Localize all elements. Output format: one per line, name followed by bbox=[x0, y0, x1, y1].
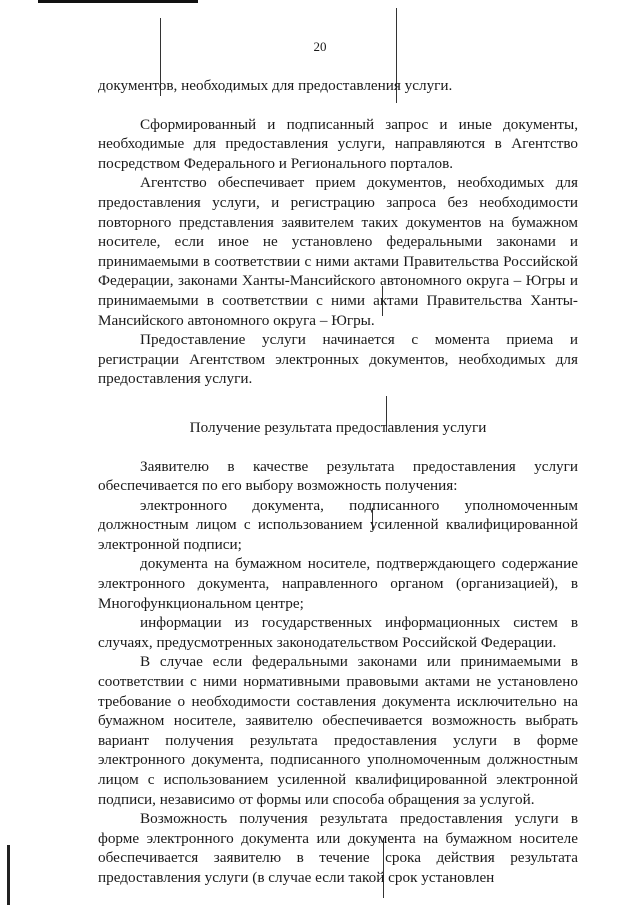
scan-artifact-left bbox=[7, 845, 10, 905]
paragraph-agency-receives: Агентство обеспечивает прием документов, необходимых для предоставления услуги, и регистрацию запроса без необходимости повторного представления заявителем таких документов на бумажном носителе, если иное не установлено федеральными законами и принимаемыми в соответствии с ними актами Правительства Российской Федерации, законами Ханты-Мансийского автономного округа – Югры и принимаемыми в соответствии с ними актами Правительства Ханты-Мансийского автономного округа – Югры. bbox=[98, 174, 578, 329]
paragraph-result-options: Заявителю в качестве результата предоставления услуги обеспечивается по его выбору возможность получения: bbox=[98, 457, 578, 495]
page-number: 20 bbox=[313, 39, 327, 54]
paragraph-service-start: Предоставление услуги начинается с момента приема и регистрации Агентством электронных документов, необходимых для предоставления услуги. bbox=[98, 331, 578, 388]
list-item-information: информации из государственных информационных систем в случаях, предусмотренных законодательством Российской Федерации. bbox=[98, 614, 578, 651]
section-heading: Получение результата предоставления услуги bbox=[189, 418, 487, 436]
paragraph-continuation: документов, необходимых для предоставления услуги. bbox=[98, 77, 453, 94]
paragraph-result-availability: Возможность получения результата предоставления услуги в форме электронного документа или документа на бумажном носителе обеспечивается заявителю в течение срока действия результата предоставления услуги (в случае если такой срок установлен bbox=[98, 810, 578, 886]
list-item-paper-document: документа на бумажном носителе, подтверждающего содержание электронного документа, направленного органом (организацией), в Многофункциональном центре; bbox=[98, 555, 578, 612]
paragraph-electronic-choice: В случае если федеральными законами или принимаемыми в соответствии с ними нормативными правовыми актами не установлено требование о необходимости составления документа исключительно на бумажном носителе, заявителю обеспечивается возможность выбрать вариант получения результата предоставления услуги в форме электронного документа, подписанного уполномоченным должностным лицом с использованием усиленной квалифицированной электронной подписи, независимо от формы или способа обращения за услугой. bbox=[98, 653, 578, 808]
scan-artifact-top bbox=[38, 0, 198, 3]
list-item-electronic-document: электронного документа, подписанного уполномоченным должностным лицом с использованием усиленной квалифицированной электронной подписи; bbox=[98, 496, 578, 553]
document-body bbox=[98, 76, 578, 888]
paragraph-request-sent: Сформированный и подписанный запрос и иные документы, необходимые для предоставления услуги, направляются в Агентство посредством Федерального и Регионального порталов. bbox=[98, 115, 578, 172]
